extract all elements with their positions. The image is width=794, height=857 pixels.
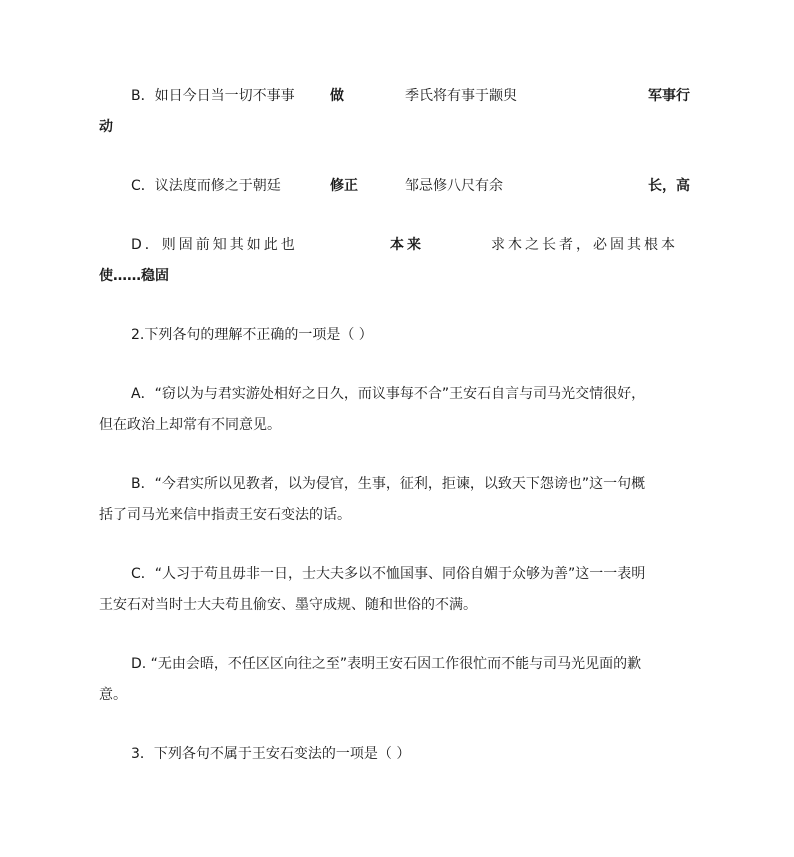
q3-stem: 3．下列各句不属于王安石变法的一项是（ ） <box>131 746 411 762</box>
q2-option-b-line2: 括了司马光来信中指责王安石变法的话。 <box>99 507 351 523</box>
q1-option-d-meaning2: 使……稳固 <box>99 268 169 284</box>
q2-option-a-line1: A．“窃以为与君实游处相好之日久，而议事每不合”王安石自言与司马光交情很好， <box>131 386 646 402</box>
q2-option-c-line1: C．“人习于苟且毋非一日，士大夫多以不恤国事、同俗自媚于众够为善”这一一表明 <box>131 566 646 582</box>
q1-option-b-meaning2-wrap: 动 <box>99 119 113 135</box>
q1-option-d-meaning1: 本来 <box>390 237 424 253</box>
q1-option-c-sentence1: C．议法度而修之于朝廷 <box>131 178 281 194</box>
q2-option-c-line2: 王安石对当时士大夫苟且偷安、墨守成规、随和世俗的不满。 <box>99 597 477 613</box>
q1-option-c-sentence2: 邹忌修八尺有余 <box>405 178 503 194</box>
q1-option-c-meaning1: 修正 <box>330 178 358 194</box>
q1-option-b-meaning1: 做 <box>330 88 344 104</box>
q1-option-d-sentence1: D．则固前知其如此也 <box>131 237 298 253</box>
q2-option-a-line2: 但在政治上却常有不同意见。 <box>99 417 281 433</box>
q1-option-d-sentence2: 求木之长者，必固其根本 <box>491 237 678 253</box>
q2-option-d-line2: 意。 <box>99 687 127 703</box>
q1-option-b-sentence1: B．如日今日当一切不事事 <box>131 88 295 104</box>
q1-option-c-meaning2: 长，高 <box>648 178 690 194</box>
q2-option-d-line1: D. “无由会晤，不任区区向往之至”表明王安石因工作很忙而不能与司马光见面的歉 <box>131 656 642 672</box>
q2-option-b-line1: B．“今君实所以见教者，以为侵官，生事，征利，拒谏，以致天下怨谤也”这一句概 <box>131 476 646 492</box>
q1-option-b-meaning2: 军事行 <box>648 88 690 104</box>
q2-stem: 2.下列各句的理解不正确的一项是（ ） <box>131 327 373 343</box>
q1-option-b-sentence2: 季氏将有事于颛臾 <box>405 88 517 104</box>
